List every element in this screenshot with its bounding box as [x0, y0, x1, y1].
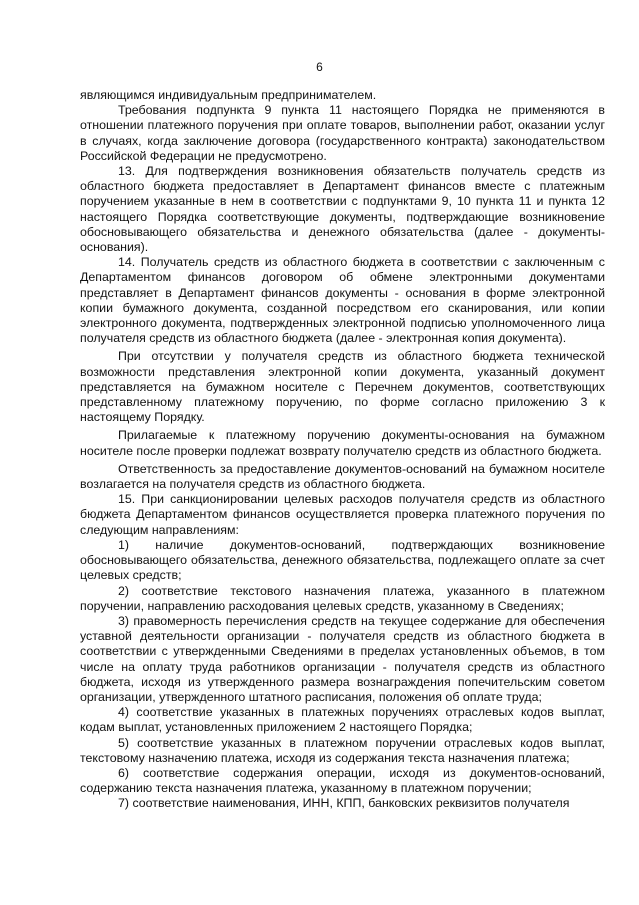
- paragraph-no-technical-possibility: При отсутствии у получателя средств из областного бюджета технической возможности представления электронной копии документа, указанный документ представляется на бумажном носителе с Перечнем документов, соответствующих представленному платежному поручению, по форме согласно приложению 3 к настоящему Порядку.: [80, 349, 605, 425]
- paragraph-14: 14. Получатель средств из областного бюджета в соответствии с заключенным с Департаментом финансов договором об обмене электронными документами представляет в Департамент финансов документы - основания в форме электронной копии бумажного документа, созданной посредством его сканирования, или копии электронного документа, подтвержденных электронной подписью уполномоченного лица получателя средств из областного бюджета (далее - электронная копия документа).: [80, 255, 605, 346]
- list-item-7: 7) соответствие наименования, ИНН, КПП, банковских реквизитов получателя: [118, 796, 570, 811]
- list-item-2: 2) соответствие текстового назначения платежа, указанного в платежном поручении, направлению расходования целевых средств, указанному в Сведениях;: [80, 583, 605, 613]
- list-item-4: 4) соответствие указанных в платежных поручениях отраслевых кодов выплат, кодам выплат, установленных приложением 2 настоящего Порядка;: [80, 705, 605, 735]
- paragraph-13: 13. Для подтверждения возникновения обязательств получатель средств из областного бюджета предоставляет в Департамент финансов вместе с платежным поручением указанные в нем в соответствии с подпунктами 9, 10 пункта 11 и пункта 12 настоящего Порядка соответствующие документы, подтверждающие возникновение обосновывающего обязательства и денежного обязательства (далее - документы-основания).: [80, 164, 605, 255]
- list-item-3: 3) правомерность перечисления средств на текущее содержание для обеспечения уставной деятельности организации - получателя средств из областного бюджета в соответствии с утвержденными Сведениями в пределах установленных объемов, в том числе на оплату труда работников организации - получателя средств из областного бюджета, исходя из утвержденного размера вознаграждения попечительским советом организации, утвержденного штатного расписания, положения об оплате труда;: [80, 613, 605, 704]
- paragraph-requirements-exception: Требования подпункта 9 пункта 11 настоящего Порядка не применяются в отношении платежного поручения при оплате товаров, выполнении работ, оказании услуг в случаях, когда заключение договора (государственного контракта) законодательством Российской Федерации не предусмотрено.: [80, 103, 605, 163]
- list-item-5: 5) соответствие указанных в платежном поручении отраслевых кодов выплат, текстовому назначению платежа, исходя из содержания текста назначения платежа;: [80, 735, 605, 765]
- paragraph-continuation: являющимся индивидуальным предпринимателем.: [80, 88, 377, 102]
- paragraph-responsibility: Ответственность за предоставление документов-оснований на бумажном носителе возлагается на получателя средств из областного бюджета.: [80, 461, 605, 492]
- document-body: [80, 88, 605, 812]
- paragraph-attached-documents: Прилагаемые к платежному поручению документы-основания на бумажном носителе после проверки подлежат возврату получателю средств из областного бюджета.: [80, 428, 605, 458]
- paragraph-15: 15. При санкционировании целевых расходов получателя средств из областного бюджета Департаментом финансов осуществляется проверка платежного поручения по следующим направлениям:: [80, 492, 605, 537]
- list-item-1: 1) наличие документов-оснований, подтверждающих возникновение обосновывающего обязательства, денежного обязательства, подлежащего оплате за счет целевых средств;: [80, 537, 605, 583]
- list-item-6: 6) соответствие содержания операции, исходя из документов-оснований, содержанию текста назначения платежа, указанному в платежном поручении;: [80, 765, 605, 796]
- page-number: 6: [316, 60, 323, 74]
